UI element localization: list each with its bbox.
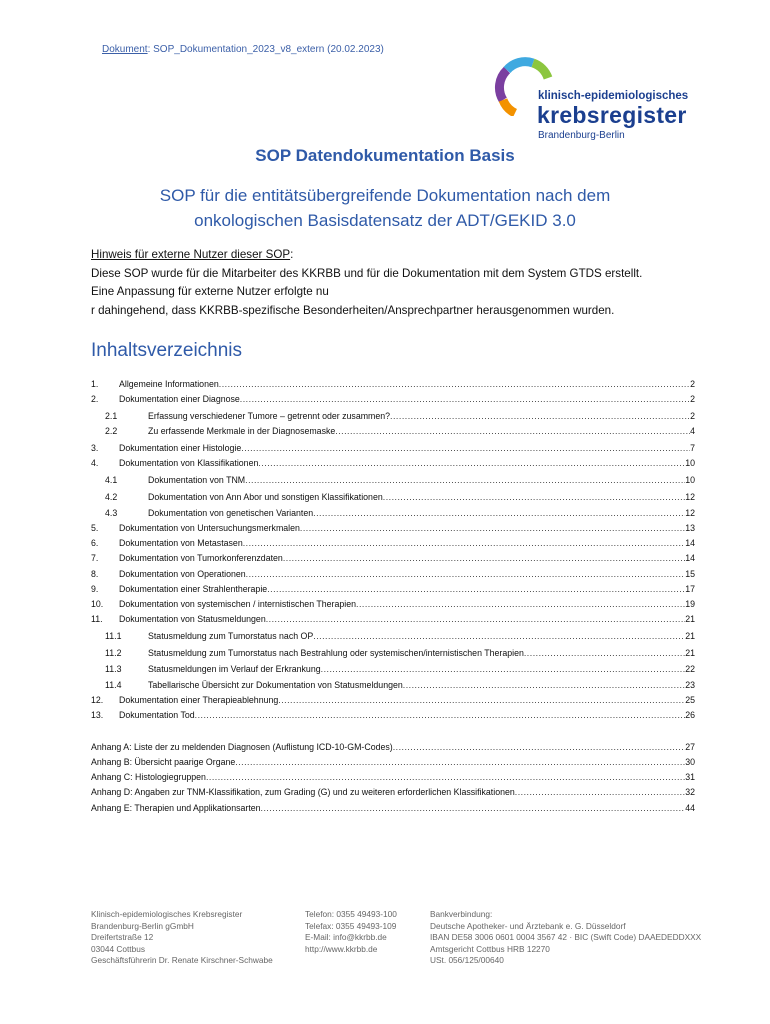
annex-entry-page: 44 xyxy=(685,803,695,813)
toc-entry[interactable] xyxy=(91,662,695,676)
toc-entry[interactable] xyxy=(91,551,695,565)
toc-entry-title: Allgemeine Informationen xyxy=(119,379,219,389)
annex-entry-page: 30 xyxy=(685,757,695,767)
toc-entry-page: 21 xyxy=(685,614,695,624)
footer-line: 03044 Cottbus xyxy=(91,943,145,954)
toc-leader-dots xyxy=(383,490,685,504)
annex-entry[interactable] xyxy=(91,801,695,815)
annex-entry-title: Anhang A: Liste der zu meldenden Diagnosen (Auflistung ICD-10-GM-Codes) xyxy=(91,742,393,752)
kkrbb-logo xyxy=(493,56,713,142)
notice-colon: : xyxy=(290,248,294,261)
toc-entry[interactable] xyxy=(91,629,695,643)
toc-leader-dots xyxy=(278,693,685,707)
toc-entry[interactable] xyxy=(91,506,695,520)
toc-leader-dots xyxy=(515,785,685,799)
toc-entry-title: Dokumentation einer Histologie xyxy=(119,443,242,453)
toc-entry-number: 2.2 xyxy=(105,426,118,436)
toc-entry-page: 26 xyxy=(685,710,695,720)
toc-entry-title: Dokumentation einer Therapieablehnung xyxy=(119,695,279,705)
document-reference-label: Dokument xyxy=(102,44,148,55)
toc-entry-number: 11.3 xyxy=(105,664,122,674)
toc-entry-title: Tabellarische Übersicht zur Dokumentation von Statusmeldungen xyxy=(148,680,403,690)
toc-entry[interactable] xyxy=(91,708,695,722)
toc-entry-number: 11.1 xyxy=(105,631,122,641)
toc-entry-page: 2 xyxy=(690,379,695,389)
toc-entry-title: Dokumentation von Statusmeldungen xyxy=(119,614,266,624)
toc-entry-title: Dokumentation von Untersuchungsmerkmalen xyxy=(119,523,300,533)
toc-entry-title: Dokumentation von Tumorkonferenzdaten xyxy=(119,553,283,563)
toc-entry-title: Dokumentation von Operationen xyxy=(119,569,246,579)
toc-entry-number: 3. xyxy=(91,443,99,453)
toc-entry-page: 14 xyxy=(685,538,695,548)
footer-contact xyxy=(305,909,397,955)
logo-line-1: klinisch-epidemiologisches xyxy=(538,90,689,102)
toc-entry-number: 10. xyxy=(91,599,104,609)
toc-entry-page: 4 xyxy=(690,426,695,436)
toc-entry-title: Erfassung verschiedener Tumore – getrennt oder zusammen? xyxy=(148,411,391,421)
toc-entry[interactable] xyxy=(91,646,695,660)
notice-line: r dahingehend, dass KKRBB-spezifische Besonderheiten/Ansprechpartner herausgenommen wurden. xyxy=(91,303,615,317)
annex-entry-page: 32 xyxy=(685,787,695,797)
toc-entry[interactable] xyxy=(91,536,695,550)
toc-entry-number: 2. xyxy=(91,394,99,404)
toc-entry-number: 11.2 xyxy=(105,648,122,658)
subtitle-line: onkologischen Basisdatensatz der ADT/GEKID 3.0 xyxy=(194,211,576,230)
toc-entry-page: 2 xyxy=(690,411,695,421)
toc-entry-title: Statusmeldung zum Tumorstatus nach Bestrahlung oder systemischen/internistischen Therapien xyxy=(148,648,524,658)
toc-leader-dots xyxy=(258,456,685,470)
toc-entry-page: 10 xyxy=(685,475,695,485)
toc-entry-number: 1. xyxy=(91,379,99,389)
footer-line: Dreifertstraße 12 xyxy=(91,932,154,943)
toc-entry-title: Dokumentation von genetischen Varianten xyxy=(148,508,314,518)
footer-line: Bankverbindung: xyxy=(430,909,493,919)
toc-entry[interactable] xyxy=(91,582,695,596)
toc-entry-title: Dokumentation von TNM xyxy=(148,475,246,485)
toc-leader-dots xyxy=(321,662,686,676)
toc-leader-dots xyxy=(524,646,685,660)
footer-line: Klinisch-epidemiologisches Krebsregister xyxy=(91,909,243,919)
toc-leader-dots xyxy=(246,567,686,581)
footer-line: Amtsgericht Cottbus HRB 12270 xyxy=(430,943,550,954)
toc-entry-page: 2 xyxy=(690,394,695,404)
toc-entry-number: 4.3 xyxy=(105,508,118,518)
toc-leader-dots xyxy=(206,770,685,784)
toc-entry-title: Dokumentation von Ann Abor und sonstigen Klassifikationen xyxy=(148,492,383,502)
toc-entry-page: 22 xyxy=(685,664,695,674)
toc-entry[interactable] xyxy=(91,392,695,406)
toc-entry[interactable] xyxy=(91,693,695,707)
notice-heading: Hinweis für externe Nutzer dieser SOP xyxy=(91,248,291,261)
toc-entry-title: Dokumentation von Metastasen xyxy=(119,538,243,548)
toc-leader-dots xyxy=(313,506,685,520)
toc-entry-number: 7. xyxy=(91,553,99,563)
subtitle-line: SOP für die entitätsübergreifende Dokumentation nach dem xyxy=(159,186,611,205)
toc-entry-number: 4. xyxy=(91,458,99,468)
annex-entry-page: 27 xyxy=(685,742,695,752)
toc-entry-page: 12 xyxy=(685,492,695,502)
toc-entry-number: 4.2 xyxy=(105,492,118,502)
toc-entry-page: 21 xyxy=(685,631,695,641)
toc-heading: Inhaltsverzeichnis xyxy=(91,340,243,361)
toc-leader-dots xyxy=(219,377,690,391)
annex-entry[interactable] xyxy=(91,755,695,769)
toc-leader-dots xyxy=(240,392,690,406)
toc-entry-number: 9. xyxy=(91,584,99,594)
toc-entry-title: Dokumentation Tod xyxy=(119,710,195,720)
footer-company xyxy=(91,909,273,967)
annex-entry-title: Anhang C: Histologiegruppen xyxy=(91,772,206,782)
toc-entry-number: 11. xyxy=(91,614,103,624)
toc-entry-page: 19 xyxy=(685,599,695,609)
toc-entry-title: Dokumentation von systemischen / internistischen Therapien xyxy=(119,599,356,609)
footer-line: Telefon: 0355 49493-100 xyxy=(305,909,397,919)
toc-leader-dots xyxy=(335,424,690,438)
toc-entry-page: 17 xyxy=(685,584,695,594)
toc-leader-dots xyxy=(403,678,685,692)
notice-line: Eine Anpassung für externe Nutzer erfolgte nu xyxy=(91,285,329,298)
toc-entry[interactable] xyxy=(91,377,695,391)
toc-entry-number: 12. xyxy=(91,695,104,705)
toc-entry-title: Zu erfassende Merkmale in der Diagnosemaske xyxy=(148,426,336,436)
annex-entry-title: Anhang E: Therapien und Applikationsarten xyxy=(91,803,261,813)
document-title: SOP Datendokumentation Basis xyxy=(255,146,515,165)
toc-entry-title: Dokumentation einer Strahlentherapie xyxy=(119,584,268,594)
toc-entry[interactable] xyxy=(91,521,695,535)
toc-entry[interactable] xyxy=(91,473,695,487)
toc-entry-number: 5. xyxy=(91,523,99,533)
toc-entry-page: 14 xyxy=(685,553,695,563)
toc-leader-dots xyxy=(243,536,685,550)
toc-entry-number: 13. xyxy=(91,710,104,720)
toc-leader-dots xyxy=(393,740,686,754)
toc-entry[interactable] xyxy=(91,424,695,438)
document-reference-value: : SOP_Dokumentation_2023_v8_extern (20.02.2023) xyxy=(147,44,384,55)
toc-leader-dots xyxy=(245,473,685,487)
toc-leader-dots xyxy=(267,582,685,596)
footer-line: Brandenburg-Berlin gGmbH xyxy=(91,920,194,931)
toc-leader-dots xyxy=(235,755,685,769)
toc-entry-number: 4.1 xyxy=(105,475,118,485)
toc-entry[interactable] xyxy=(91,409,695,423)
toc-leader-dots xyxy=(195,708,686,722)
annex-entry-title: Anhang B: Übersicht paarige Organe xyxy=(91,757,236,767)
toc-leader-dots xyxy=(390,409,690,423)
toc-entry[interactable] xyxy=(91,456,695,470)
toc-leader-dots xyxy=(241,441,690,455)
toc-entry[interactable] xyxy=(91,612,695,626)
toc-entry-number: 11.4 xyxy=(105,680,122,690)
toc-leader-dots xyxy=(283,551,685,565)
footer-line: USt. 056/125/00640 xyxy=(430,955,504,966)
toc-leader-dots xyxy=(300,521,685,535)
toc-entry-page: 12 xyxy=(685,508,695,518)
annex-entry[interactable] xyxy=(91,740,695,754)
toc-entry-title: Statusmeldungen im Verlauf der Erkrankung xyxy=(148,664,321,674)
notice-line: Diese SOP wurde für die Mitarbeiter des KKRBB und für die Dokumentation mit dem System GTDS erstellt. xyxy=(91,266,643,280)
toc-entry-page: 25 xyxy=(685,695,695,705)
external-user-notice xyxy=(91,246,642,320)
toc-entry[interactable] xyxy=(91,567,695,581)
logo-line-3: Brandenburg-Berlin xyxy=(538,130,625,141)
toc-entry-number: 6. xyxy=(91,538,99,548)
toc-entry[interactable] xyxy=(91,678,695,692)
toc-entry-title: Dokumentation einer Diagnose xyxy=(119,394,240,404)
footer-line: E-Mail: info@kkrbb.de xyxy=(305,932,387,943)
annex-entry-page: 31 xyxy=(685,772,695,782)
toc-entry[interactable] xyxy=(91,597,695,611)
toc-entry-number: 2.1 xyxy=(105,411,118,421)
toc-entry[interactable] xyxy=(91,490,695,504)
toc-entry-title: Dokumentation von Klassifikationen xyxy=(119,458,259,468)
footer-bank xyxy=(430,909,701,967)
footer-line: Telefax: 0355 49493-109 xyxy=(305,920,397,931)
logo-line-2: krebsregister xyxy=(537,102,687,128)
toc-leader-dots xyxy=(261,801,686,815)
toc-entry[interactable] xyxy=(91,441,695,455)
toc-entry-page: 10 xyxy=(685,458,695,468)
footer-line: IBAN DE58 3006 0601 0004 3567 42 · BIC (Swift Code) DAAEDEDDXXX xyxy=(430,932,702,943)
document-subtitle xyxy=(100,183,670,233)
annex-entry[interactable] xyxy=(91,785,695,799)
toc-leader-dots xyxy=(356,597,685,611)
annex-entry-title: Anhang D: Angaben zur TNM-Klassifikation, zum Grading (G) und zu weiteren erforderlichen Klassifikationen xyxy=(91,787,515,797)
footer-line: http://www.kkrbb.de xyxy=(305,943,378,954)
toc-entry-page: 21 xyxy=(685,648,695,658)
toc-entry-page: 23 xyxy=(685,680,695,690)
toc-entry-number: 8. xyxy=(91,569,99,579)
footer-line: Geschäftsführerin Dr. Renate Kirschner-Schwabe xyxy=(91,955,273,966)
annex-entry[interactable] xyxy=(91,770,695,784)
toc-leader-dots xyxy=(266,612,685,626)
toc-entry-page: 15 xyxy=(685,569,695,579)
toc-leader-dots xyxy=(313,629,685,643)
document-reference xyxy=(102,44,384,55)
footer-line: Deutsche Apotheker- und Ärztebank e. G. Düsseldorf xyxy=(430,920,626,931)
toc-entry-page: 7 xyxy=(690,443,695,453)
toc-entry-page: 13 xyxy=(685,523,695,533)
toc-entry-title: Statusmeldung zum Tumorstatus nach OP xyxy=(148,631,314,641)
